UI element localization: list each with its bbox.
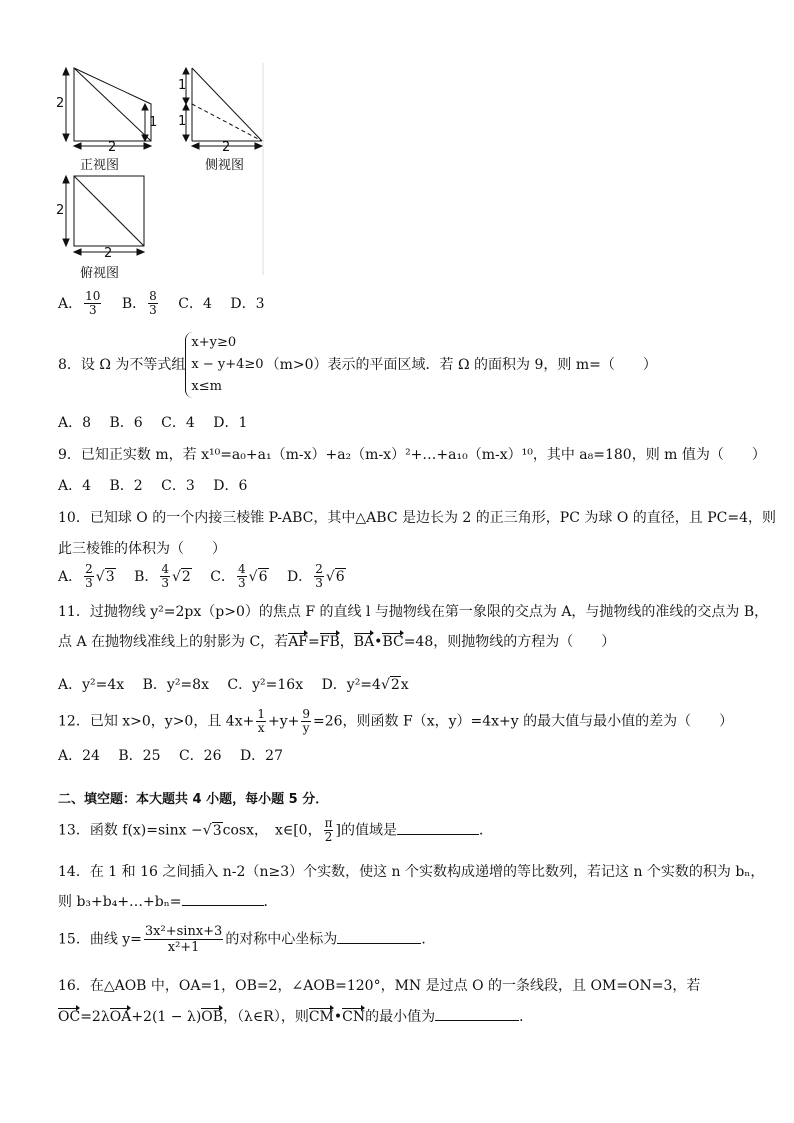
q9-option-c[interactable]: C．3	[161, 478, 195, 494]
q11-option-d[interactable]: D．y²=4√2x	[321, 677, 409, 693]
q9-option-b[interactable]: B．2	[109, 478, 143, 494]
q11-option-b[interactable]: B．y²=8x	[142, 677, 209, 693]
q8-option-c[interactable]: C．4	[161, 415, 195, 431]
front-view-caption: 正视图	[80, 158, 120, 173]
q14-answer-blank[interactable]	[182, 893, 264, 906]
q8-option-b[interactable]: B．6	[109, 415, 143, 431]
question-10-line1: 10．已知球 O 的一个内接三棱锥 P-ABC，其中△ABC 是边长为 2 的正三角形，PC 为球 O 的直径，且 PC=4，则	[58, 510, 776, 526]
question-14-line1: 14．在 1 和 16 之间插入 n-2（n≥3）个实数，使这 n 个实数构成递增的等比数列，若记这 n 个实数的积为 bₙ，	[58, 864, 765, 880]
front-height-label: 2	[56, 96, 65, 111]
section-2-heading: 二、填空题：本大题共 4 小题，每小题 5 分．	[58, 792, 329, 807]
side-top-label: 1	[178, 78, 187, 93]
q11-options	[58, 674, 423, 694]
vector-cm: CM	[308, 1009, 334, 1025]
q12-option-d[interactable]: D．27	[239, 748, 283, 764]
vector-oa: OA	[109, 1009, 132, 1025]
side-width-label: 2	[222, 140, 231, 155]
vector-oc: OC	[58, 1009, 81, 1025]
q10-options	[58, 563, 360, 590]
three-view-figure	[0, 0, 300, 285]
q11-option-a[interactable]: A．y²=4x	[58, 677, 125, 693]
q12-option-a[interactable]: A．24	[58, 748, 100, 764]
q7-option-b[interactable]: B． $\frac{8}{3}$	[121, 289, 157, 317]
top-view	[63, 176, 144, 255]
q9-options	[58, 475, 261, 495]
vector-bc: BC	[382, 634, 404, 650]
q10-option-a[interactable]: A． $\frac{2}{3}$ √3	[58, 562, 115, 590]
q7-options	[58, 290, 279, 317]
side-view	[183, 68, 262, 149]
question-11-line2: 点 A 在抛物线准线上的射影为 C，若AF=FB，BA•BC=48，则抛物线的方程为（ ）	[58, 634, 616, 650]
front-view	[63, 68, 151, 149]
top-width-label: 2	[104, 246, 113, 261]
q7-option-c[interactable]: C．4	[178, 295, 212, 312]
question-15: 15．曲线 y= $\frac{\text{3x²+sinx+3}}{\text{x²+1}}$ 的对称中心坐标为 ．	[58, 924, 436, 955]
top-height-label: 2	[56, 203, 65, 218]
question-10-line2: 此三棱锥的体积为（ ）	[58, 541, 226, 557]
vector-ba: BA	[353, 634, 375, 650]
vector-cn: CN	[342, 1009, 366, 1025]
top-view-caption: 俯视图	[80, 266, 120, 281]
question-12: 12．已知 x>0，y>0，且 4x+ $\frac{1}{x}$ +y+ $\frac{9}{y}$ =26，则函数 F（x，y）=4x+y 的最大值与最小值的差为（ ）	[58, 707, 734, 735]
front-width-label: 2	[108, 140, 117, 155]
q8-inequality-system: x+y≥0 x − y+4≥0 x≤m	[185, 332, 263, 398]
q8-options	[58, 412, 261, 432]
q10-option-d[interactable]: D． $\frac{2}{3}$ √6	[286, 562, 345, 590]
question-8	[58, 332, 657, 398]
q16-answer-blank[interactable]	[435, 1008, 519, 1021]
vector-af: AF	[288, 634, 309, 650]
vector-ob: OB	[201, 1009, 224, 1025]
q8-prefix: 8．设 Ω 为不等式组	[58, 357, 186, 373]
q7-option-d[interactable]: D．3	[230, 295, 265, 312]
question-16-line1: 16．在△AOB 中，OA=1，OB=2，∠AOB=120°，MN 是过点 O 的一条线段，且 OM=ON=3，若	[58, 978, 701, 994]
q12-options	[58, 745, 297, 765]
q12-option-b[interactable]: B．25	[118, 748, 161, 764]
q12-option-c[interactable]: C．26	[178, 748, 222, 764]
side-view-caption: 侧视图	[205, 158, 245, 173]
q10-option-b[interactable]: B． $\frac{4}{3}$ √2	[134, 562, 191, 590]
q8-option-d[interactable]: D．1	[213, 415, 248, 431]
q7-option-a[interactable]: A． $\frac{10}{3}$	[58, 289, 101, 317]
front-small-label: 1	[149, 115, 158, 130]
question-13: 13．函数 f(x)=sinx −√3cosx， x∈[0， $\frac{\pi}{2}$ ]的值域是 ．	[58, 816, 493, 844]
q13-answer-blank[interactable]	[397, 822, 479, 835]
question-14-line2: 则 b₃+b₄+…+bₙ= ．	[58, 894, 278, 910]
q10-option-c[interactable]: C． $\frac{4}{3}$ √6	[210, 562, 268, 590]
question-11-line1: 11．过抛物线 y²=2px（p>0）的焦点 F 的直线 l 与抛物线在第一象限的交点为 A，与抛物线的准线的交点为 B，	[58, 604, 769, 620]
q9-option-d[interactable]: D．6	[213, 478, 248, 494]
question-16-line2: OC=2λOA+2(1 − λ)OB，（λ∈R），则CM•CN的最小值为 ．	[58, 1009, 534, 1025]
q11-option-c[interactable]: C．y²=16x	[227, 677, 304, 693]
q9-option-a[interactable]: A．4	[58, 478, 92, 494]
q15-answer-blank[interactable]	[337, 931, 421, 944]
question-9: 9．已知正实数 m，若 x¹⁰=a₀+a₁（m-x）+a₂（m-x）²+…+a₁₀（m-x）¹⁰，其中 a₈=180，则 m 值为（ ）	[58, 447, 766, 463]
q8-option-a[interactable]: A．8	[58, 415, 92, 431]
side-bottom-label: 1	[178, 114, 187, 129]
vector-fb: FB	[319, 634, 340, 650]
q8-suffix: （m>0）表示的平面区域．若 Ω 的面积为 9，则 m=（ ）	[265, 357, 657, 373]
